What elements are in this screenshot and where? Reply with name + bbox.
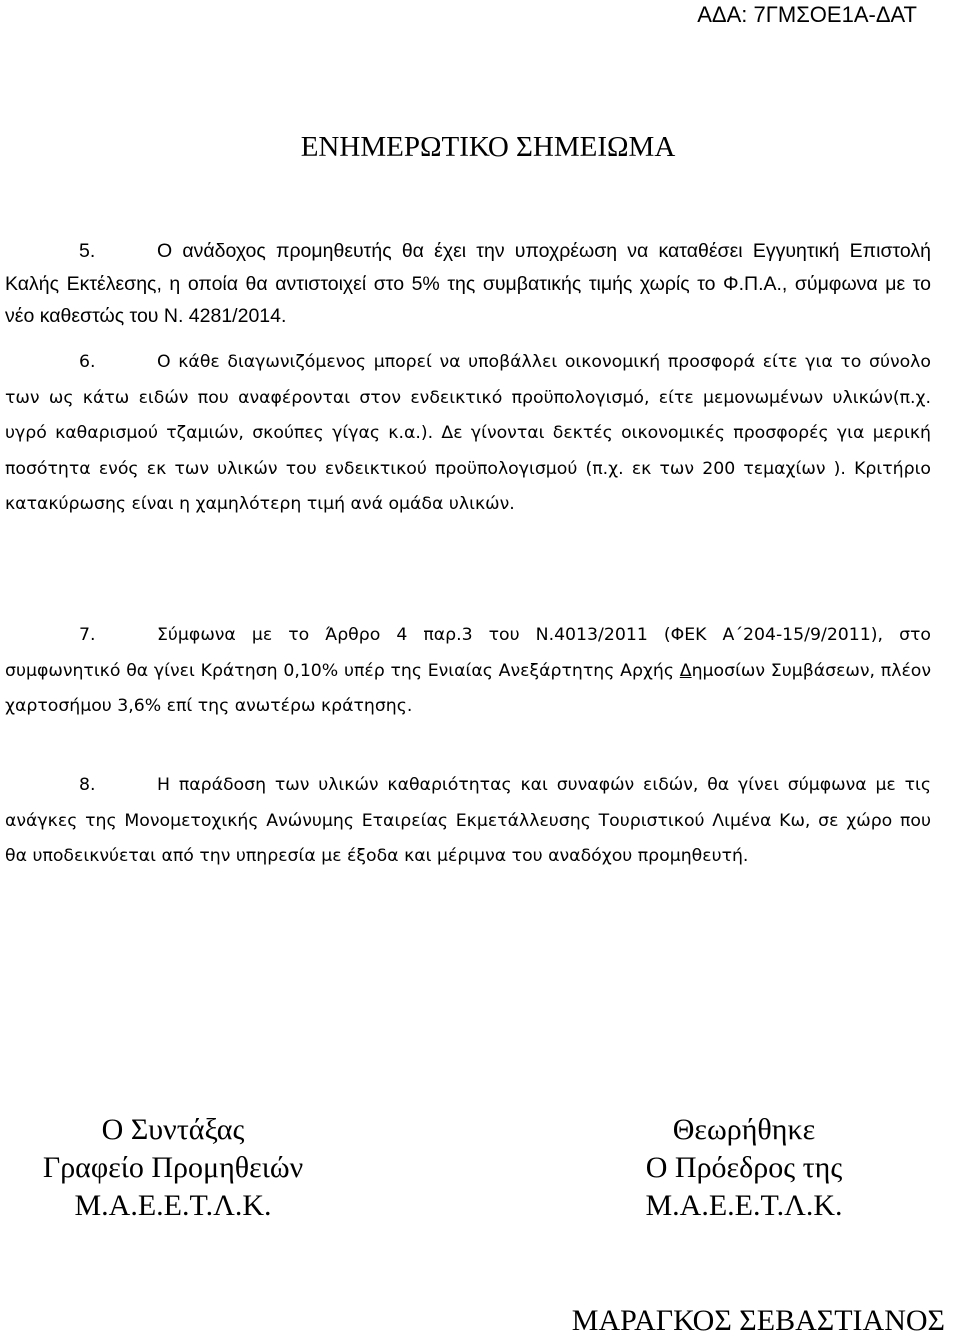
signature-role: Θεωρήθηκε: [672, 1113, 816, 1146]
signature-role: Ο Συντάξας: [101, 1113, 245, 1146]
document-title: ΕΝΗΜΕΡΩΤΙΚΟ ΣΗΜΕΙΩΜΑ: [300, 131, 676, 163]
paragraph-5: [5, 235, 931, 333]
signature-block-approver: [584, 1111, 904, 1225]
signature-organization: Μ.Α.Ε.Ε.Τ.Λ.Κ.: [74, 1189, 272, 1222]
paragraph-number: 5.: [79, 240, 96, 262]
signatory-name: ΜΑΡΑΓΚΟΣ ΣΕΒΑΣΤΙΑΝΟΣ: [571, 1304, 945, 1337]
signature-block-author: [11, 1111, 335, 1225]
paragraph-6: [5, 345, 931, 523]
underlined-letter: Δ: [679, 660, 692, 681]
paragraph-text: Σύμφωνα με το Άρθρο 4 παρ.3 του Ν.4013/2011 (ΦΕΚ Α΄204-15/9/2011), στο συμφωνητικό θα γίνει Κράτηση 0,10% υπέρ της Ενιαίας Ανεξάρτητης Αρχής: [5, 625, 931, 681]
ada-code: ΑΔΑ: 7ΓΜΣΟΕ1Α-ΔΑΤ: [697, 2, 917, 27]
paragraph-text: Ο κάθε διαγωνιζόμενος μπορεί να υποβάλλει οικονομική προσφορά είτε για το σύνολο των ως κάτω ειδών που αναφέρονται στον ενδεικτικό προϋπολογισμό, είτε μεμονωμένων υλικών(π.χ. υγρό καθαρισμού τζαμιών, σκούπες γίγας κ.α.). Δε γίνονται δεκτές οικονομικές προσφορές για μερική ποσότητα ενός εκ των υλικών του ενδεικτικού προϋπολογισμού (π.χ. εκ των 200 τεμαχίων ). Κριτήριο κατακύρωσης είναι η χαμηλότερη τιμή ανά ομάδα υλικών.: [5, 352, 931, 514]
paragraph-7: [5, 618, 931, 725]
paragraph-number: 7.: [79, 625, 96, 645]
paragraph-text: Ο ανάδοχος προμηθευτής θα έχει την υποχρέωση να καταθέσει Εγγυητική Επιστολή Καλής Εκτέλεσης, η οποία θα αντιστοιχεί στο 5% της συμβατικής τιμής χωρίς το Φ.Π.Α., σύμφωνα με το νέο καθεστώς του Ν. 4281/2014.: [5, 240, 931, 327]
paragraph-text: Η παράδοση των υλικών καθαριότητας και συναφών ειδών, θα γίνει σύμφωνα με τις ανάγκες της Μονομετοχικής Ανώνυμης Εταιρείας Εκμετάλλευσης Τουριστικού Λιμένα Κω, σε χώρο που θα υποδεικνύεται από την υπηρεσία με έξοδα και μέριμνα του αναδόχου προμηθευτή.: [5, 775, 931, 866]
paragraph-number: 6.: [79, 352, 96, 372]
paragraph-8: [5, 768, 931, 875]
signature-title: Ο Πρόεδρος της: [645, 1151, 843, 1184]
signature-department: Γραφείο Προμηθειών: [42, 1151, 304, 1184]
paragraph-text-continued: ημοσίων Συμβάσεων, πλέον χαρτοσήμου 3,6% επί της ανωτέρω κράτησης.: [5, 660, 932, 716]
signature-organization: Μ.Α.Ε.Ε.Τ.Λ.Κ.: [645, 1189, 843, 1222]
paragraph-number: 8.: [79, 775, 96, 795]
